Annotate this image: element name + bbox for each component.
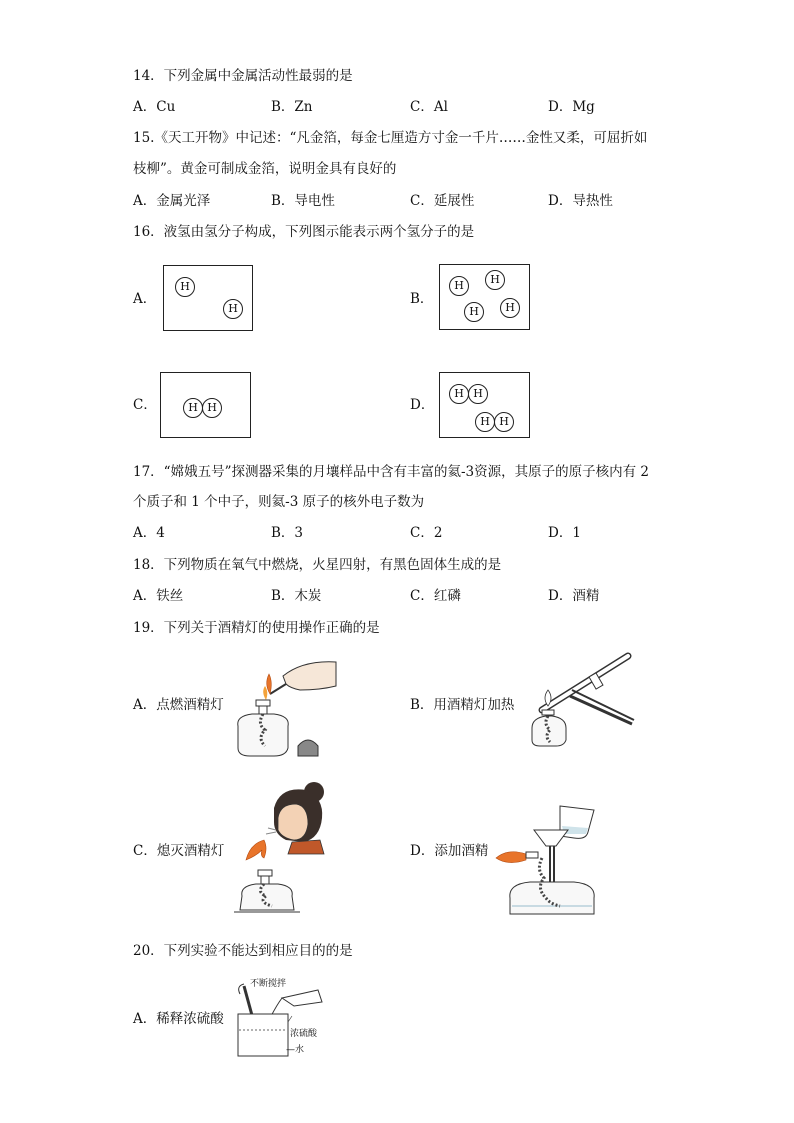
q15-stem-line1: 15.《天工开物》中记述：“凡金箔，每金七厘造方寸金一千片……金性又柔，可屈折如 bbox=[133, 130, 648, 146]
q18-option-d: D．酒精 bbox=[548, 588, 600, 604]
q16-figure-c bbox=[160, 372, 251, 438]
q15-option-d: D．导热性 bbox=[548, 193, 613, 209]
q14-option-c: C．Al bbox=[410, 99, 448, 115]
q18-option-b: B．木炭 bbox=[271, 588, 322, 604]
hydrogen-atom: H bbox=[494, 412, 514, 432]
q14-option-d: D．Mg bbox=[548, 99, 595, 115]
q18-option-c: C．红磷 bbox=[410, 588, 461, 604]
hydrogen-atom: H bbox=[223, 299, 243, 319]
stir-label: 不断搅拌 bbox=[250, 979, 287, 989]
q16-stem: 16．液氢由氢分子构成，下列图示能表示两个氢分子的是 bbox=[133, 224, 475, 240]
q16-figure-a bbox=[163, 265, 253, 331]
q19-option-b: B．用酒精灯加热 bbox=[410, 697, 515, 713]
hydrogen-atom: H bbox=[500, 298, 520, 318]
lamp-refilling-figure bbox=[490, 802, 602, 920]
hydrogen-atom: H bbox=[468, 384, 488, 404]
hydrogen-atom: H bbox=[475, 412, 495, 432]
hydrogen-atom: H bbox=[449, 276, 469, 296]
q15-option-c: C．延展性 bbox=[410, 193, 475, 209]
q17-option-a: A．4 bbox=[133, 525, 165, 541]
q17-option-b: B．3 bbox=[271, 525, 304, 541]
q14-option-b: B．Zn bbox=[271, 99, 313, 115]
q16-figure-b bbox=[439, 264, 530, 330]
q16-label-a: A． bbox=[133, 291, 157, 307]
q19-option-c: C．熄灭酒精灯 bbox=[133, 843, 225, 859]
q18-option-a: A．铁丝 bbox=[133, 588, 184, 604]
q14-option-a: A．Cu bbox=[133, 99, 176, 115]
q14-stem: 14．下列金属中金属活动性最弱的是 bbox=[133, 68, 353, 84]
q16-label-c: C． bbox=[133, 397, 157, 413]
q19-option-d: D．添加酒精 bbox=[410, 843, 489, 859]
lamp-heating-figure bbox=[520, 648, 640, 748]
water-label-text: 水 bbox=[295, 1045, 305, 1055]
hydrogen-atom: H bbox=[464, 302, 484, 322]
q16-figure-d bbox=[439, 372, 530, 438]
lamp-blowing-figure bbox=[234, 778, 330, 918]
hydrogen-atom: H bbox=[449, 384, 469, 404]
hydrogen-atom: H bbox=[485, 270, 505, 290]
q18-stem: 18．下列物质在氧气中燃烧，火星四射，有黑色固体生成的是 bbox=[133, 557, 502, 573]
hydrogen-atom: H bbox=[183, 398, 203, 418]
q20-stem: 20．下列实验不能达到相应目的的是 bbox=[133, 943, 353, 959]
q17-stem-line1: 17．“嫦娥五号”探测器采集的月壤样品中含有丰富的氦-3资源，其原子的原子核内有 2 bbox=[133, 464, 650, 480]
lamp-lighting-figure bbox=[228, 656, 340, 760]
q17-stem-line2: 个质子和 1 个中子，则氦-3 原子的核外电子数为 bbox=[133, 494, 425, 510]
hydrogen-atom: H bbox=[202, 398, 222, 418]
q19-option-a: A．点燃酒精灯 bbox=[133, 697, 224, 713]
q16-label-b: B． bbox=[410, 291, 434, 307]
q15-option-a: A．金属光泽 bbox=[133, 193, 211, 209]
dilute-acid-figure bbox=[232, 976, 332, 1060]
hydrogen-atom: H bbox=[175, 277, 195, 297]
q16-label-d: D． bbox=[410, 397, 435, 413]
q17-option-c: C．2 bbox=[410, 525, 443, 541]
q15-stem-line2: 枝柳”。黄金可制成金箔，说明金具有良好的 bbox=[133, 161, 397, 177]
q20-option-a: A．稀释浓硫酸 bbox=[133, 1011, 224, 1027]
q17-option-d: D．1 bbox=[548, 525, 581, 541]
water-label: —水 bbox=[286, 1045, 305, 1055]
q19-stem: 19．下列关于酒精灯的使用操作正确的是 bbox=[133, 620, 380, 636]
acid-label: 浓硫酸 bbox=[290, 1029, 318, 1039]
q15-option-b: B．导电性 bbox=[271, 193, 335, 209]
